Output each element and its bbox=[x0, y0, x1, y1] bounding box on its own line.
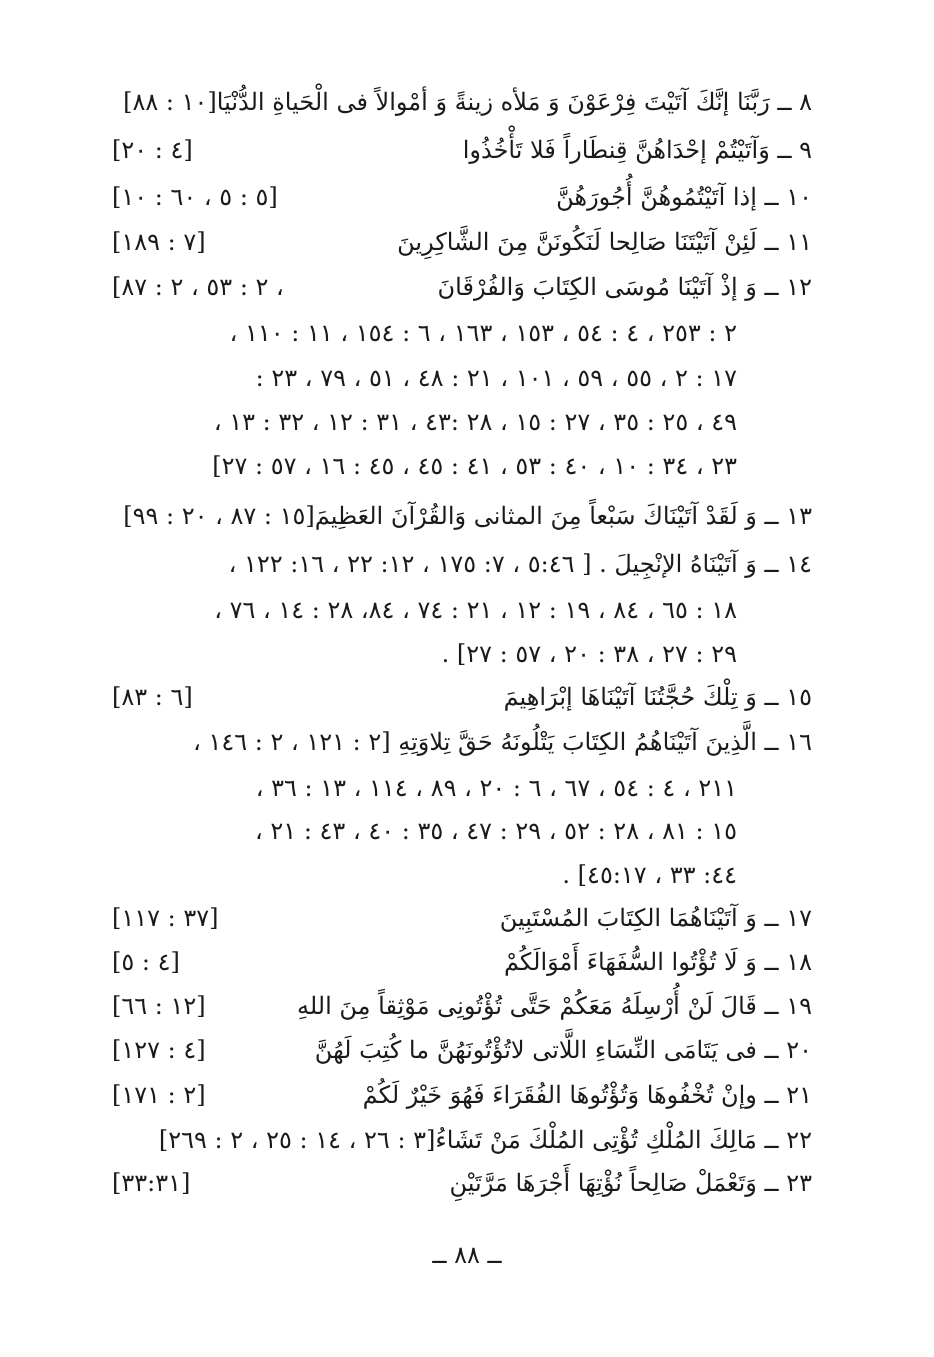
entry-line bbox=[112, 1120, 812, 1160]
reference-list: ٤٩ ، ٢٥ : ٣٥ ، ٢٧ : ١٥ ، ٢٨ :٤٣ ، ٣١ : ١٢ ، ٣٢ : ١٣ ، bbox=[213, 408, 737, 436]
reference-list: ٢٣ ، ٣٤ : ١٠ ، ٤٠ : ٥٣ ، ٤١ : ٤٥ ، ٤٥ : ١٦ ، ٥٧ : ٢٧] bbox=[212, 452, 737, 480]
entry-line bbox=[112, 544, 812, 584]
entry-reference: [٥ : ٥ ، ٦٠ : ١٠] bbox=[112, 183, 278, 211]
entry-reference: [٢ : ١٧١] bbox=[112, 1081, 206, 1109]
reference-list: ٤٤: ٣٣ ، ٤٥:١٧] . bbox=[562, 861, 737, 889]
entry-line bbox=[112, 267, 812, 307]
page-number: ــ ٨٨ ــ bbox=[432, 1241, 502, 1269]
entry-text: ٢١ ــ وإنْ تُخْفُوهَا وَتُؤْتُوهَا الفُقَرَاءَ فَهُوَ خَيْرٌ لَكُمْ bbox=[362, 1081, 812, 1109]
entry-reference: [٤ : ٢٠] bbox=[112, 136, 193, 164]
entry-text: ١٦ ــ الَّذِينَ آتَيْنَاهُمُ الكِتَابَ يَتْلُونَهُ حَقَّ تِلاوَتِهِ [٢ : ١٢١ ، ٢ : ١٤٦ ، bbox=[193, 728, 812, 756]
reference-list: ١٥ : ٨١ ، ٢٨ : ٥٢ ، ٢٩ : ٤٧ ، ٣٥ : ٤٠ ، ٤٣ : ٢١ ، bbox=[255, 817, 737, 845]
entry-reference: [٤ : ٥] bbox=[112, 948, 180, 976]
entry-line bbox=[112, 1163, 812, 1203]
entry-text: ١١ ــ لَئِنْ آتَيْتَنَا صَالِحا لَنَكُونَنَّ مِنَ الشَّاكِرِينَ bbox=[397, 228, 812, 256]
entry-line bbox=[112, 1075, 812, 1115]
entry-line bbox=[112, 942, 812, 982]
entry-text: ٩ ــ وَآتَيْتُمْ إحْدَاهُنَّ قِنطَاراً فَلا تَأْخُذُوا bbox=[462, 136, 812, 164]
entry-reference: [٣٣:٣١] bbox=[112, 1169, 191, 1197]
continuation-line bbox=[112, 358, 737, 398]
entry-line bbox=[112, 898, 812, 938]
entry-text: ١٣ ــ وَ لَقَدْ آتَيْنَاكَ سَبْعاً مِنَ المثانى وَالقُرْآنَ العَظِيمَ[١٥ : ٨٧ ، ٢٠ : ٩٩] bbox=[123, 502, 812, 530]
entry-reference: [٢ : ٥٣ ، ٢ : ٨٧ ، bbox=[112, 273, 284, 301]
continuation-line bbox=[112, 811, 737, 851]
reference-list: ٢٩ : ٢٧ ، ٣٨ : ٢٠ ، ٥٧ : ٢٧] . bbox=[441, 640, 737, 668]
continuation-line bbox=[112, 590, 737, 630]
entry-text: ١٧ ــ وَ آتَيْنَاهُمَا الكِتَابَ المُسْتَبِينَ bbox=[499, 904, 812, 932]
entry-line bbox=[112, 496, 812, 536]
entry-line bbox=[112, 1030, 812, 1070]
continuation-line bbox=[112, 855, 737, 895]
reference-list: ١٧ : ٢ ، ٥٥ ، ٥٩ ، ١٠١ ، ٢١ : ٤٨ ، ٥١ ، ٧٩ ، ٢٣ : bbox=[255, 364, 737, 392]
entry-line bbox=[112, 177, 812, 217]
entry-line bbox=[112, 82, 812, 122]
entry-line bbox=[112, 222, 812, 262]
entry-text: ١٩ ــ قَالَ لَنْ أُرْسِلَهُ مَعَكُمْ حَتَّى تُؤْتُونِى مَوْثِقاً مِنَ اللهِ bbox=[296, 992, 812, 1020]
continuation-line bbox=[112, 634, 737, 674]
entry-text: ٢٢ ــ مَالِكَ المُلْكِ تُؤْتِى المُلْكَ مَنْ تَشَاءُ[٣ : ٢٦ ، ١٤ : ٢٥ ، ٢ : ٢٦٩] bbox=[158, 1126, 812, 1154]
continuation-line bbox=[112, 768, 737, 808]
entry-text: ١٨ ــ وَ لَا تُؤْتُوا السُّفَهَاءَ أَمْوَالَكُمْ bbox=[503, 948, 812, 976]
entry-reference: [١٢ : ٦٦] bbox=[112, 992, 206, 1020]
entry-line bbox=[112, 130, 812, 170]
entry-text: ١٥ ــ وَ تِلْكَ حُجَّتُنَا آتَيْنَاهَا إبْرَاهِيمَ bbox=[503, 683, 812, 711]
entry-text: ١٠ ــ إذا آتَيْتُمُوهُنَّ أُجُورَهُنَّ bbox=[556, 183, 812, 211]
entry-reference: [٤ : ١٢٧] bbox=[112, 1036, 206, 1064]
entry-reference: [٣٧ : ١١٧] bbox=[112, 904, 219, 932]
entry-line bbox=[112, 986, 812, 1026]
entry-text: ٢٠ ــ فى يَتَامَى النِّسَاءِ اللَّاتى لاتُؤْتُونَهُنَّ ما كُتِبَ لَهُنَّ bbox=[314, 1036, 812, 1064]
entry-line bbox=[112, 722, 812, 762]
entry-reference: [٦ : ٨٣] bbox=[112, 683, 193, 711]
entry-text: ٨ ــ رَبَّنَا إنَّكَ آتَيْتَ فِرْعَوْنَ وَ مَلأه زينةً وَ أمْوالاً فى الْحَياةِ الدُّنْيَا[١٠ : ٨٨] bbox=[123, 88, 812, 116]
entry-reference: [٧ : ١٨٩] bbox=[112, 228, 206, 256]
entry-text: ١٢ ــ وَ إذْ آتَيْنَا مُوسَى الكِتَابَ وَالفُرْقَانَ bbox=[437, 273, 812, 301]
continuation-line bbox=[112, 402, 737, 442]
entry-text: ٢٣ ــ وَتَعْمَلْ صَالِحاً نُؤْتِهَا أَجْرَهَا مَرَّتَيْنِ bbox=[449, 1169, 812, 1197]
entry-line bbox=[112, 677, 812, 717]
continuation-line bbox=[112, 313, 737, 353]
continuation-line bbox=[112, 446, 737, 486]
reference-list: ٢ : ٢٥٣ ، ٤ : ٥٤ ، ١٥٣ ، ١٦٣ ، ٦ : ١٥٤ ، ١١ : ١١٠ ، bbox=[229, 319, 737, 347]
reference-list: ٢١١ ، ٤ : ٥٤ ، ٦٧ ، ٦ : ٢٠ ، ٨٩ ، ١١٤ ، ١٣ : ٣٦ ، bbox=[255, 774, 737, 802]
entry-text: ١٤ ــ وَ آتَيْنَاهُ الإنْجِيلَ . [ ٥:٤٦ ، ٧: ١٧٥ ، ١٢: ٢٢ ، ١٦: ١٢٢ ، bbox=[228, 550, 812, 578]
reference-list: ١٨ : ٦٥ ، ٨٤ ، ١٩ : ١٢ ، ٢١ : ٧٤ ، ٨٤، ٢٨ : ١٤ ، ٧٦ ، bbox=[214, 596, 737, 624]
